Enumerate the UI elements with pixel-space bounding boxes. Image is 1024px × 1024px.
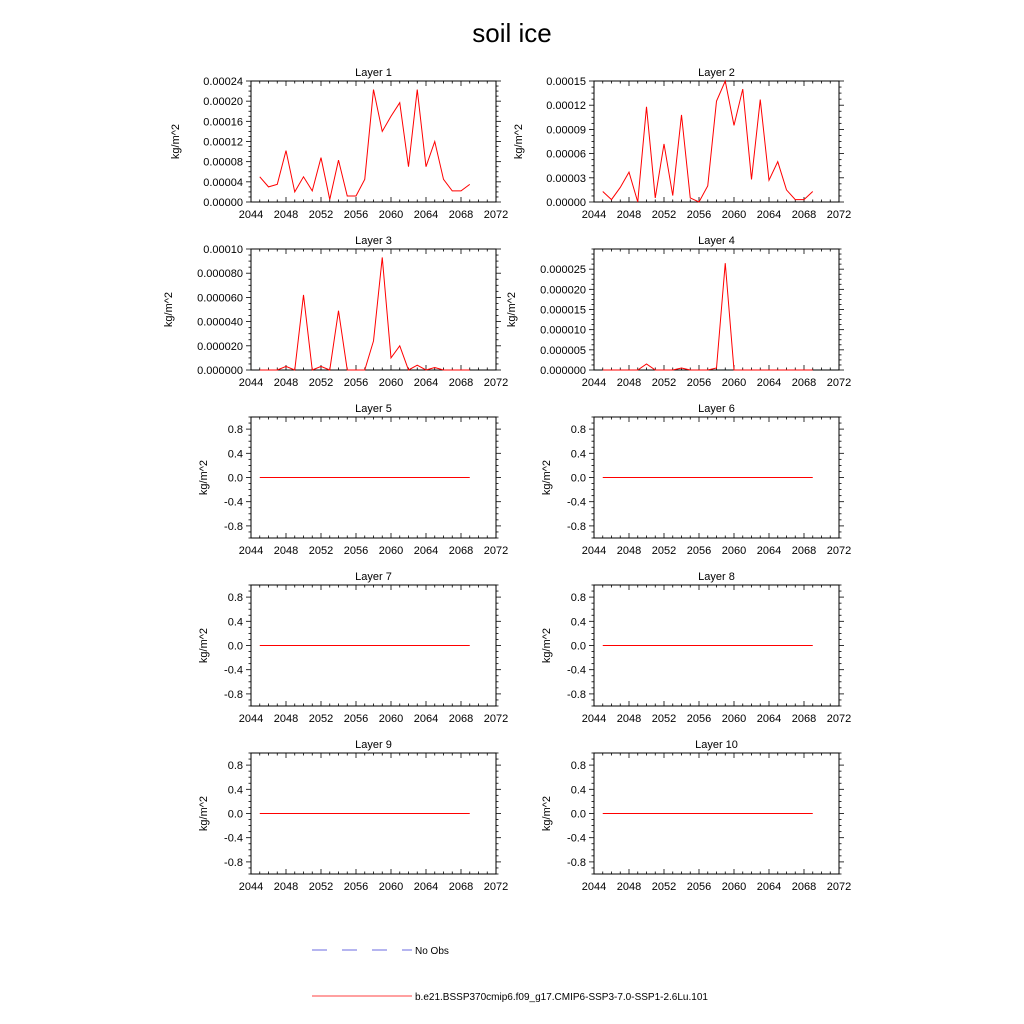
x-tick-label: 2048 [273, 377, 299, 389]
x-tick-label: 2056 [343, 545, 369, 557]
y-axis-label: kg/m^2 [170, 123, 182, 160]
x-tick-label: 2068 [791, 545, 817, 557]
x-tick-label: 2064 [756, 377, 782, 389]
x-tick-label: 2060 [378, 713, 404, 725]
y-tick-label: 0.0 [570, 640, 586, 653]
series-line [260, 90, 470, 200]
x-tick-label: 2052 [308, 209, 334, 221]
y-tick-label: 0.00016 [203, 116, 243, 129]
x-tick-label: 2048 [616, 209, 642, 221]
y-tick-label: -0.8 [224, 856, 243, 869]
x-tick-label: 2048 [616, 713, 642, 725]
y-tick-label: -0.8 [224, 688, 243, 701]
x-tick-label: 2044 [238, 545, 264, 557]
x-tick-label: 2068 [448, 713, 474, 725]
x-tick-label: 2060 [721, 881, 747, 893]
x-tick-label: 2064 [413, 209, 439, 221]
y-axis-label: kg/m^2 [198, 627, 210, 664]
legend [312, 946, 708, 1003]
y-tick-label: 0.8 [570, 424, 586, 437]
y-axis-label: kg/m^2 [541, 795, 553, 832]
x-tick-label: 2064 [756, 545, 782, 557]
y-tick-label: 0.000020 [197, 340, 243, 353]
y-tick-label: -0.8 [224, 520, 243, 533]
x-tick-label: 2056 [686, 545, 712, 557]
x-tick-label: 2052 [651, 545, 677, 557]
y-tick-label: 0.000020 [540, 284, 586, 297]
x-tick-label: 2060 [721, 377, 747, 389]
x-tick-label: 2060 [378, 209, 404, 221]
panel-title: Layer 1 [355, 67, 392, 79]
y-axis-label: kg/m^2 [198, 795, 210, 832]
x-tick-label: 2060 [378, 881, 404, 893]
y-tick-label: 0.4 [570, 448, 586, 461]
y-tick-label: 0.000005 [540, 344, 586, 357]
y-tick-label: 0.000000 [540, 365, 586, 377]
x-tick-label: 2052 [308, 545, 334, 557]
y-tick-label: -0.4 [567, 832, 586, 845]
y-tick-label: 0.000010 [540, 324, 586, 337]
x-tick-label: 2048 [616, 377, 642, 389]
y-tick-label: 0.4 [570, 616, 586, 629]
y-tick-label: 0.4 [227, 784, 243, 797]
x-tick-label: 2064 [413, 545, 439, 557]
y-tick-label: -0.4 [567, 664, 586, 677]
y-tick-label: -0.4 [224, 664, 243, 677]
y-tick-label: 0.4 [227, 448, 243, 461]
x-tick-label: 2060 [721, 713, 747, 725]
x-tick-label: 2056 [343, 377, 369, 389]
x-tick-label: 2056 [686, 713, 712, 725]
series-line [260, 257, 470, 370]
x-tick-label: 2072 [483, 377, 509, 389]
y-tick-label: 0.000025 [540, 264, 586, 277]
y-tick-label: 0.00004 [203, 176, 243, 189]
x-tick-label: 2044 [238, 713, 264, 725]
x-tick-label: 2056 [686, 209, 712, 221]
panel-layer-7 [198, 571, 508, 725]
x-tick-label: 2072 [826, 545, 852, 557]
y-tick-label: 0.00003 [546, 172, 586, 185]
y-tick-label: 0.00020 [203, 96, 243, 109]
y-tick-label: 0.8 [227, 424, 243, 437]
x-tick-label: 2064 [756, 713, 782, 725]
x-tick-label: 2044 [581, 377, 607, 389]
x-tick-label: 2052 [651, 209, 677, 221]
x-tick-label: 2060 [378, 377, 404, 389]
legend-label-model: b.e21.BSSP370cmip6.f09_g17.CMIP6-SSP3-7.0-SSP1-2.6Lu.101 [415, 992, 708, 1003]
x-tick-label: 2068 [791, 713, 817, 725]
x-tick-label: 2072 [483, 545, 509, 557]
y-tick-label: 0.00024 [203, 76, 243, 88]
y-tick-label: 0.00006 [546, 148, 586, 161]
y-axis-label: kg/m^2 [513, 123, 525, 160]
y-tick-label: -0.4 [224, 496, 243, 509]
y-tick-label: 0.00009 [546, 124, 586, 137]
x-tick-label: 2072 [826, 377, 852, 389]
x-tick-label: 2060 [721, 209, 747, 221]
y-tick-label: 0.00010 [203, 244, 243, 256]
x-tick-label: 2048 [616, 545, 642, 557]
x-tick-label: 2048 [273, 209, 299, 221]
figure-title: soil ice [472, 18, 552, 48]
y-tick-label: 0.000080 [197, 268, 243, 281]
x-tick-label: 2044 [238, 881, 264, 893]
panel-title: Layer 2 [698, 67, 735, 79]
panel-layer-5 [198, 403, 508, 557]
y-axis-label: kg/m^2 [506, 291, 518, 328]
x-tick-label: 2056 [686, 881, 712, 893]
panel-title: Layer 8 [698, 571, 735, 583]
y-tick-label: 0.0 [227, 640, 243, 653]
x-tick-label: 2060 [721, 545, 747, 557]
y-tick-label: 0.00012 [203, 136, 243, 149]
y-tick-label: 0.4 [570, 784, 586, 797]
y-tick-label: 0.00015 [546, 76, 586, 88]
x-tick-label: 2072 [826, 713, 852, 725]
x-tick-label: 2052 [651, 881, 677, 893]
panel-layer-8 [541, 571, 851, 725]
x-tick-label: 2056 [686, 377, 712, 389]
x-tick-label: 2052 [308, 377, 334, 389]
x-tick-label: 2060 [378, 545, 404, 557]
x-tick-label: 2056 [343, 209, 369, 221]
series-line [603, 263, 813, 370]
y-tick-label: -0.4 [567, 496, 586, 509]
x-tick-label: 2072 [826, 881, 852, 893]
panel-layer-10 [541, 739, 851, 893]
y-tick-label: 0.0 [227, 472, 243, 485]
y-tick-label: 0.8 [227, 760, 243, 773]
panel-title: Layer 5 [355, 403, 392, 415]
x-tick-label: 2052 [651, 713, 677, 725]
x-tick-label: 2056 [343, 713, 369, 725]
panel-title: Layer 6 [698, 403, 735, 415]
x-tick-label: 2068 [448, 545, 474, 557]
x-tick-label: 2068 [791, 209, 817, 221]
panel-layer-4 [506, 235, 851, 389]
y-axis-label: kg/m^2 [198, 459, 210, 496]
y-tick-label: -0.8 [567, 520, 586, 533]
y-tick-label: 0.000000 [197, 365, 243, 377]
panel-title: Layer 10 [695, 739, 738, 751]
panel-title: Layer 3 [355, 235, 392, 247]
panel-layer-1 [170, 67, 508, 221]
y-tick-label: 0.8 [570, 592, 586, 605]
x-tick-label: 2064 [756, 209, 782, 221]
x-tick-label: 2048 [616, 881, 642, 893]
y-tick-label: 0.0 [570, 808, 586, 821]
x-tick-label: 2044 [581, 713, 607, 725]
x-tick-label: 2048 [273, 545, 299, 557]
x-tick-label: 2048 [273, 881, 299, 893]
y-tick-label: 0.0 [570, 472, 586, 485]
x-tick-label: 2048 [273, 713, 299, 725]
x-tick-label: 2052 [308, 713, 334, 725]
panel-title: Layer 9 [355, 739, 392, 751]
x-tick-label: 2068 [791, 881, 817, 893]
x-tick-label: 2072 [826, 209, 852, 221]
x-tick-label: 2072 [483, 209, 509, 221]
y-tick-label: -0.4 [224, 832, 243, 845]
x-tick-label: 2044 [581, 881, 607, 893]
plot-frame [594, 81, 839, 202]
y-tick-label: 0.00000 [203, 197, 243, 209]
x-tick-label: 2064 [413, 713, 439, 725]
y-tick-label: 0.000015 [540, 304, 586, 317]
x-tick-label: 2064 [756, 881, 782, 893]
plot-frame [251, 81, 496, 202]
y-axis-label: kg/m^2 [541, 459, 553, 496]
legend-label-no-obs: No Obs [415, 946, 449, 957]
y-tick-label: 0.4 [227, 616, 243, 629]
x-tick-label: 2068 [448, 209, 474, 221]
y-tick-label: 0.00000 [546, 197, 586, 209]
x-tick-label: 2044 [238, 377, 264, 389]
x-tick-label: 2064 [413, 881, 439, 893]
panel-layer-6 [541, 403, 851, 557]
panel-title: Layer 7 [355, 571, 392, 583]
x-tick-label: 2068 [448, 377, 474, 389]
x-tick-label: 2068 [448, 881, 474, 893]
x-tick-label: 2044 [581, 209, 607, 221]
x-tick-label: 2064 [413, 377, 439, 389]
y-tick-label: -0.8 [567, 856, 586, 869]
y-tick-label: 0.00012 [546, 100, 586, 113]
y-tick-label: 0.0 [227, 808, 243, 821]
y-tick-label: 0.8 [227, 592, 243, 605]
x-tick-label: 2072 [483, 713, 509, 725]
y-tick-label: 0.000060 [197, 292, 243, 305]
x-tick-label: 2068 [791, 377, 817, 389]
panel-layer-9 [198, 739, 508, 893]
x-tick-label: 2052 [651, 377, 677, 389]
panel-layer-2 [513, 67, 851, 221]
plot-frame [251, 249, 496, 370]
y-tick-label: 0.000040 [197, 316, 243, 329]
y-tick-label: -0.8 [567, 688, 586, 701]
panel-grid [163, 67, 851, 893]
x-tick-label: 2052 [308, 881, 334, 893]
series-line [603, 81, 813, 202]
x-tick-label: 2044 [238, 209, 264, 221]
y-tick-label: 0.00008 [203, 156, 243, 169]
panel-title: Layer 4 [698, 235, 735, 247]
y-axis-label: kg/m^2 [541, 627, 553, 664]
y-tick-label: 0.8 [570, 760, 586, 773]
panel-layer-3 [163, 235, 508, 389]
x-tick-label: 2056 [343, 881, 369, 893]
x-tick-label: 2044 [581, 545, 607, 557]
y-axis-label: kg/m^2 [163, 291, 175, 328]
x-tick-label: 2072 [483, 881, 509, 893]
plot-frame [594, 249, 839, 370]
